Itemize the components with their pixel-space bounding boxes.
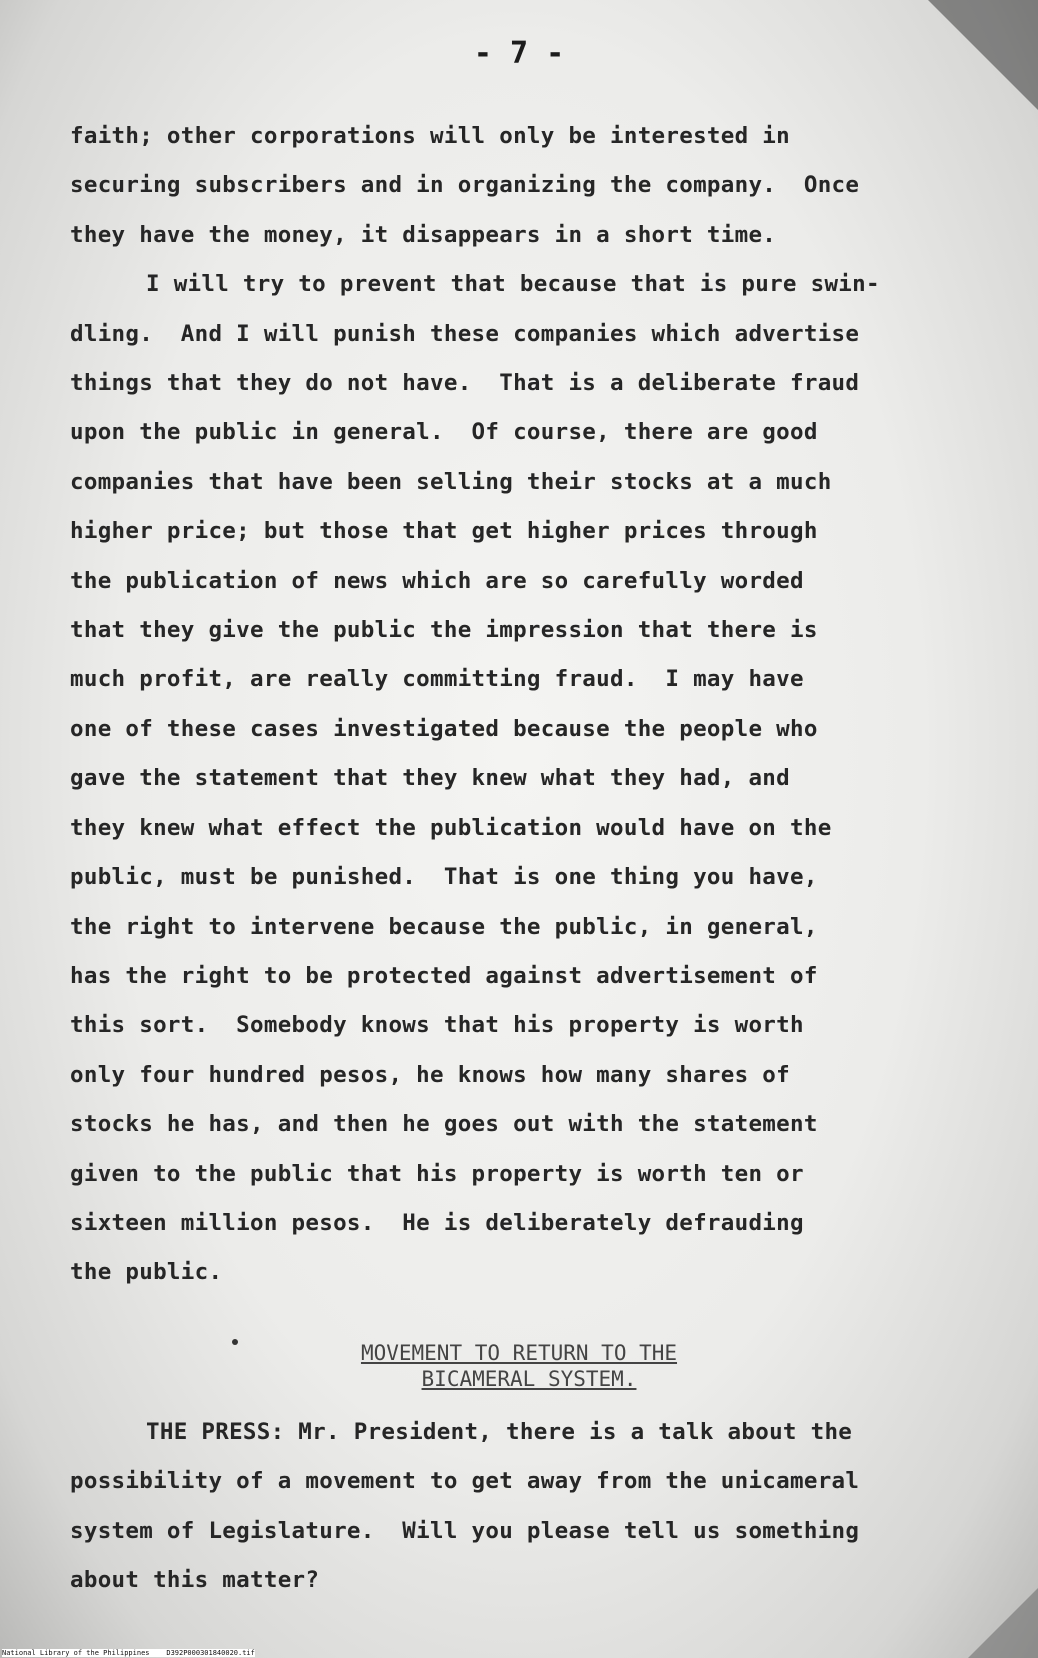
text-line: faith; other corporations will only be interested in: [70, 123, 790, 149]
text-line: that they give the public the impression that there is: [70, 617, 818, 644]
text-line: they have the money, it disappears in a short time.: [70, 221, 777, 248]
page-corner-shadow-bottom: [968, 1588, 1038, 1658]
text-line: one of these cases investigated because the people who: [70, 715, 818, 742]
text-line: this sort. Somebody knows that his property is worth: [70, 1012, 804, 1039]
text-line: only four hundred pesos, he knows how many shares of: [70, 1061, 790, 1088]
text-line: stocks he has, and then he goes out with the statement: [70, 1111, 818, 1138]
page-number: - 7 -: [473, 36, 565, 71]
text-line: upon the public in general. Of course, there are good: [70, 419, 818, 446]
text-line: gave the statement that they knew what they had, and: [70, 765, 790, 792]
text-line: companies that have been selling their stocks at a much: [70, 468, 832, 495]
text-line: securing subscribers and in organizing the company. Once: [70, 172, 860, 199]
text-line: given to the public that his property is worth ten or: [70, 1160, 804, 1187]
text-line: dling. And I will punish these companies which advertise: [70, 320, 860, 347]
text-line: about this matter?: [70, 1567, 320, 1594]
text-line: they knew what effect the publication would have on the: [70, 814, 832, 841]
text-line: THE PRESS: Mr. President, there is a talk about the: [146, 1419, 853, 1445]
text-line: things that they do not have. That is a deliberate fraud: [70, 370, 860, 397]
text-line: the right to intervene because the public, in general,: [70, 913, 818, 940]
text-line: public, must be punished. That is one thing you have,: [70, 864, 818, 891]
text-line: the public.: [70, 1259, 223, 1286]
text-line: possibility of a movement to get away from the unicameral: [70, 1468, 860, 1495]
press-question: [70, 1408, 970, 1606]
text-line: the publication of news which are so carefully worded: [70, 567, 804, 594]
text-line: I will try to prevent that because that is pure swin-: [146, 271, 880, 298]
text-line: has the right to be protected against advertisement of: [70, 962, 818, 989]
archive-footer: National Library of the Philippines D392P000301840020.tif: [2, 1649, 255, 1657]
text-line: much profit, are really committing fraud. I may have: [70, 666, 804, 693]
body-text: [70, 112, 970, 1298]
section-heading: [0, 1340, 1038, 1392]
section-heading-line2: BICAMERAL SYSTEM.: [421, 1367, 637, 1391]
section-heading-line1: MOVEMENT TO RETURN TO THE: [360, 1341, 678, 1365]
text-line: higher price; but those that get higher prices through: [70, 518, 818, 545]
text-line: system of Legislature. Will you please tell us something: [70, 1517, 860, 1544]
text-line: sixteen million pesos. He is deliberately defrauding: [70, 1209, 804, 1236]
